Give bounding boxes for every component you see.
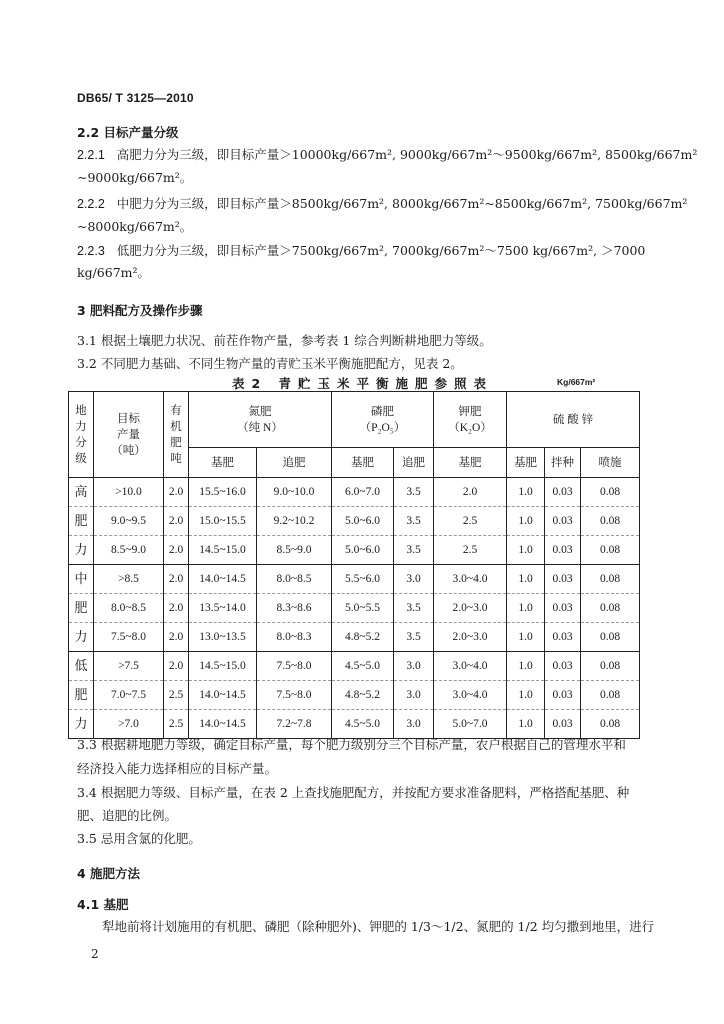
- cell-zn-seed: 0.03: [545, 681, 581, 710]
- cell-p-base: 4.5~5.0: [332, 652, 394, 681]
- cell-zn-seed: 0.03: [545, 507, 581, 536]
- cell-n-top: 8.3~8.6: [257, 594, 332, 623]
- table-unit: Kg/667m²: [557, 377, 596, 387]
- section-3-3-line2: 经济投入能力选择相应的目标产量。: [77, 761, 278, 776]
- cell-level: 高: [69, 478, 94, 507]
- cell-level: 力: [69, 536, 94, 565]
- cell-p-top: 3.0: [394, 652, 434, 681]
- standard-number: DB65/ T 3125—2010: [77, 91, 194, 105]
- section-text: 低肥力分为三级，即目标产量＞7500kg/667m², 7000kg/667m²～7500 kg/667m², ＞7000: [116, 243, 646, 258]
- section-3-title: 3 肥料配方及操作步骤: [77, 303, 203, 318]
- cell-n-top: 7.5~8.0: [257, 681, 332, 710]
- cell-level: 肥: [69, 594, 94, 623]
- cell-zn-seed: 0.03: [545, 536, 581, 565]
- table-header-row-1: [69, 392, 640, 448]
- cell-k-base: 5.0~7.0: [434, 710, 507, 739]
- cell-zn-base: 1.0: [507, 478, 545, 507]
- header-zn-seed: 拌种: [545, 448, 581, 478]
- cell-p-top: 3.5: [394, 478, 434, 507]
- cell-n-base: 13.0~13.5: [189, 623, 257, 652]
- cell-target: 7.0~7.5: [94, 681, 164, 710]
- cell-zn-spray: 0.08: [581, 623, 640, 652]
- cell-level: 力: [69, 710, 94, 739]
- cell-zn-seed: 0.03: [545, 565, 581, 594]
- cell-level: 低: [69, 652, 94, 681]
- header-organic: 有 机 肥 吨: [164, 392, 189, 478]
- table-row: [69, 710, 640, 739]
- cell-p-base: 5.0~6.0: [332, 536, 394, 565]
- cell-n-base: 14.0~14.5: [189, 565, 257, 594]
- cell-p-top: 3.5: [394, 536, 434, 565]
- cell-n-top: 7.5~8.0: [257, 652, 332, 681]
- cell-zn-seed: 0.03: [545, 594, 581, 623]
- cell-organic: 2.0: [164, 478, 189, 507]
- cell-organic: 2.0: [164, 507, 189, 536]
- cell-zn-seed: 0.03: [545, 478, 581, 507]
- header-nitrogen: 氮肥 （纯 N）: [189, 392, 332, 448]
- cell-zn-seed: 0.03: [545, 623, 581, 652]
- table-row: [69, 478, 640, 507]
- cell-zn-base: 1.0: [507, 623, 545, 652]
- section-number: 2.2.3: [77, 244, 105, 258]
- cell-p-top: 3.0: [394, 681, 434, 710]
- header-k-base: 基肥: [434, 448, 507, 478]
- cell-k-base: 2.5: [434, 507, 507, 536]
- cell-n-base: 13.5~14.0: [189, 594, 257, 623]
- cell-k-base: 3.0~4.0: [434, 681, 507, 710]
- cell-n-top: 8.5~9.0: [257, 536, 332, 565]
- header-target-yield: 目标 产量 （吨）: [94, 392, 164, 478]
- cell-organic: 2.0: [164, 652, 189, 681]
- cell-zn-base: 1.0: [507, 710, 545, 739]
- section-3-5: 3.5 忌用含氯的化肥。: [77, 831, 201, 846]
- cell-n-base: 14.0~14.5: [189, 710, 257, 739]
- cell-n-base: 15.5~16.0: [189, 478, 257, 507]
- cell-organic: 2.0: [164, 536, 189, 565]
- cell-target: 9.0~9.5: [94, 507, 164, 536]
- cell-p-top: 3.0: [394, 565, 434, 594]
- cell-p-base: 4.8~5.2: [332, 623, 394, 652]
- cell-zn-spray: 0.08: [581, 681, 640, 710]
- cell-n-base: 14.5~15.0: [189, 536, 257, 565]
- cell-p-base: 6.0~7.0: [332, 478, 394, 507]
- cell-zn-spray: 0.08: [581, 710, 640, 739]
- cell-n-base: 14.5~15.0: [189, 652, 257, 681]
- header-n-base: 基肥: [189, 448, 257, 478]
- cell-zn-spray: 0.08: [581, 652, 640, 681]
- section-4-1-title: 4.1 基肥: [77, 897, 129, 912]
- table-row: [69, 536, 640, 565]
- header-n-top: 追肥: [257, 448, 332, 478]
- cell-zn-base: 1.0: [507, 681, 545, 710]
- cell-organic: 2.5: [164, 681, 189, 710]
- cell-n-top: 7.2~7.8: [257, 710, 332, 739]
- cell-target: >10.0: [94, 478, 164, 507]
- cell-k-base: 2.0: [434, 478, 507, 507]
- cell-k-base: 2.0~3.0: [434, 623, 507, 652]
- table-caption: 表2 青贮玉米平衡施肥参照表: [232, 376, 494, 391]
- cell-zn-base: 1.0: [507, 536, 545, 565]
- header-level: 地 力 分 级: [69, 392, 94, 478]
- section-3-4-line1: 3.4 根据肥力等级、目标产量，在表 2 上查找施肥配方，并按配方要求准备肥料，严格搭配基肥、种: [77, 785, 630, 800]
- table-row: [69, 652, 640, 681]
- table-row: [69, 681, 640, 710]
- cell-target: >7.5: [94, 652, 164, 681]
- cell-zn-base: 1.0: [507, 652, 545, 681]
- cell-p-top: 3.5: [394, 623, 434, 652]
- section-3-2: 3.2 不同肥力基础、不同生物产量的青贮玉米平衡施肥配方，见表 2。: [77, 356, 463, 371]
- cell-organic: 2.5: [164, 710, 189, 739]
- cell-zn-spray: 0.08: [581, 507, 640, 536]
- cell-p-base: 5.0~6.0: [332, 507, 394, 536]
- cell-target: >8.5: [94, 565, 164, 594]
- cell-organic: 2.0: [164, 594, 189, 623]
- header-phosphate: 磷肥 （P₂O₅）: [332, 392, 434, 448]
- section-3-4-line2: 肥、追肥的比例。: [77, 808, 178, 823]
- cell-p-base: 4.5~5.0: [332, 710, 394, 739]
- cell-k-base: 2.0~3.0: [434, 594, 507, 623]
- section-2-2-3-line2: kg/667m²。: [77, 265, 151, 280]
- cell-n-top: 9.0~10.0: [257, 478, 332, 507]
- cell-target: >7.0: [94, 710, 164, 739]
- cell-level: 力: [69, 623, 94, 652]
- section-4-1-line1: 犁地前将计划施用的有机肥、磷肥（除种肥外)、钾肥的 1/3～1/2、氮肥的 1/2 均匀撒到地里，进行: [102, 919, 655, 934]
- cell-zn-spray: 0.08: [581, 594, 640, 623]
- cell-n-base: 14.0~14.5: [189, 681, 257, 710]
- header-potash: 钾肥 （K₂O）: [434, 392, 507, 448]
- cell-k-base: 3.0~4.0: [434, 565, 507, 594]
- section-3-3-line1: 3.3 根据耕地肥力等级，确定目标产量，每个肥力级别分三个目标产量，农户根据自己的管理水平和: [77, 737, 626, 752]
- section-3-1: 3.1 根据土壤肥力状况、前茬作物产量，参考表 1 综合判断耕地肥力等级。: [77, 333, 492, 348]
- cell-p-base: 4.8~5.2: [332, 681, 394, 710]
- table-body: [69, 478, 640, 739]
- section-4-title: 4 施肥方法: [77, 866, 141, 881]
- table-row: [69, 507, 640, 536]
- cell-zn-spray: 0.08: [581, 536, 640, 565]
- page-number: 2: [91, 947, 99, 961]
- cell-zn-seed: 0.03: [545, 710, 581, 739]
- table-row: [69, 594, 640, 623]
- section-2-2-2-line1: [77, 196, 687, 212]
- cell-k-base: 3.0~4.0: [434, 652, 507, 681]
- section-2-2-3-line1: [77, 243, 645, 259]
- cell-target: 8.5~9.0: [94, 536, 164, 565]
- cell-p-top: 3.5: [394, 594, 434, 623]
- section-text: 高肥力分为三级，即目标产量＞10000kg/667m², 9000kg/667m²～9500kg/667m², 8500kg/667m²: [116, 147, 698, 162]
- cell-zn-base: 1.0: [507, 594, 545, 623]
- cell-zn-base: 1.0: [507, 507, 545, 536]
- header-p-base: 基肥: [332, 448, 394, 478]
- cell-n-top: 8.0~8.3: [257, 623, 332, 652]
- header-p-top: 追肥: [394, 448, 434, 478]
- section-number: 2.2.2: [77, 197, 105, 211]
- cell-zn-seed: 0.03: [545, 652, 581, 681]
- section-2-2-1-line1: [77, 147, 697, 163]
- section-2-2-title: 2.2 目标产量分级: [77, 125, 179, 140]
- cell-p-top: 3.5: [394, 507, 434, 536]
- cell-n-top: 9.2~10.2: [257, 507, 332, 536]
- header-zn-base: 基肥: [507, 448, 545, 478]
- cell-p-top: 3.0: [394, 710, 434, 739]
- section-2-2-1-line2: ~9000kg/667m²。: [77, 170, 193, 185]
- cell-target: 7.5~8.0: [94, 623, 164, 652]
- cell-zn-base: 1.0: [507, 565, 545, 594]
- table-row: [69, 565, 640, 594]
- cell-n-top: 8.0~8.5: [257, 565, 332, 594]
- section-2-2-2-line2: ~8000kg/667m²。: [77, 219, 193, 234]
- cell-p-base: 5.0~5.5: [332, 594, 394, 623]
- cell-organic: 2.0: [164, 565, 189, 594]
- section-number: 2.2.1: [77, 148, 105, 162]
- cell-zn-spray: 0.08: [581, 565, 640, 594]
- header-zinc-sulfate: 硫 酸 锌: [507, 392, 640, 448]
- cell-level: 肥: [69, 681, 94, 710]
- cell-zn-spray: 0.08: [581, 478, 640, 507]
- cell-level: 肥: [69, 507, 94, 536]
- cell-organic: 2.0: [164, 623, 189, 652]
- header-zn-spray: 喷施: [581, 448, 640, 478]
- cell-target: 8.0~8.5: [94, 594, 164, 623]
- cell-n-base: 15.0~15.5: [189, 507, 257, 536]
- cell-level: 中: [69, 565, 94, 594]
- cell-p-base: 5.5~6.0: [332, 565, 394, 594]
- section-text: 中肥力分为三级，即目标产量＞8500kg/667m², 8000kg/667m²~8500kg/667m², 7500kg/667m²: [116, 196, 688, 211]
- table-row: [69, 623, 640, 652]
- fertilizer-table: [68, 391, 640, 739]
- cell-k-base: 2.5: [434, 536, 507, 565]
